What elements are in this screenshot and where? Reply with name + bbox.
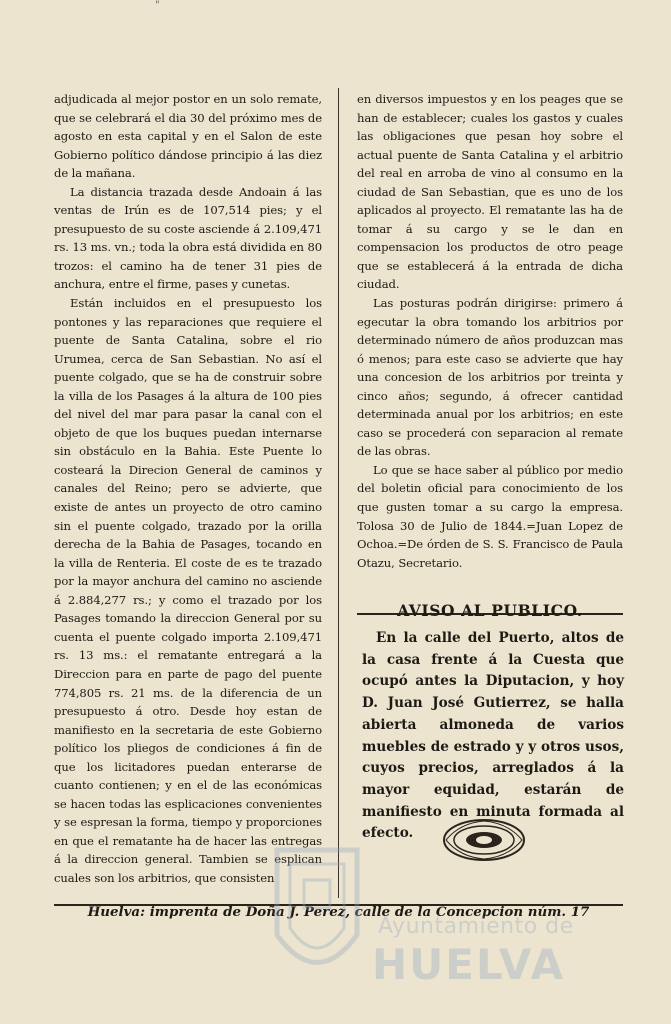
- left-paragraph-2: La distancia trazada desde Andoain á las ventas de Irún es de 107,514 pies; y el presupuesto de su coste asciende á 2.109,471 rs. 13 ms. vn.; toda la obra está dividida en 80 trozos: el camino ha de tener 31 pies de anchura, entre el firme, pases y cunetas.: [54, 184, 322, 292]
- corner-mark: ": [155, 0, 160, 11]
- watermark: [262, 830, 622, 1010]
- right-paragraph-2: Las posturas podrán dirigirse: primero á egecutar la obra tomando los arbitrios por determinado número de años produzcan mas ó menos; para este caso se advierte que hay una concesion de los arbitrios por treinta y cinco años; segundo, á ofrecer cantidad determinada anual por los arbitrios; en este caso se procederá con separacion al remate de las obras.: [357, 296, 623, 459]
- left-column: [54, 90, 322, 888]
- notice-body: [362, 628, 624, 845]
- watermark-crest-icon: [262, 830, 372, 1000]
- notice-title: AVISO AL PUBLICO.: [397, 601, 583, 620]
- watermark-line-1: Ayuntamiento de: [378, 914, 574, 939]
- right-column: [357, 90, 623, 572]
- left-paragraph-1: adjudicada al mejor postor en un solo remate, que se celebrará el dia 30 del próximo mes de agosto en esta capital y en el Salon de este Gobierno político dándose principio á las diez de la mañana.: [54, 92, 322, 181]
- column-divider: [338, 88, 339, 898]
- printer-imprint: Huelva: imprenta de Doña J. Perez, calle de la Concepcion núm. 17: [87, 904, 590, 920]
- left-paragraph-3: Están incluidos en el presupuesto los pontones y las reparaciones que requiere el puente de Santa Catalina, sobre el rio Urumea, cerca de San Sebastian. No así el puente colgado, que se ha de construir sobre la villa de los Pasages á la altura de 100 pies del nivel del mar para pasar la canal con el objeto de que los buques puedan internarse sin obstáculo en la Bahia. Este Puente lo costeará la Direcion General de caminos y canales del Reino; pero se advierte, que existe de antes un proyecto de otro camino sin el puente colgado, trazado por la orilla derecha de la Bahia de Pasages, tocando en la villa de Renteria. El coste de es te trazado por la mayor anchura del camino no asciende á 2.884,277 rs.; y como el trazado por los Pasages tomando la direccion General por su cuenta el puente colgado importa 2.109,471 rs. 13 ms.: el rematante entregará a la Direccion para en parte de pago del puente 774,805 rs. 21 ms. de la diferencia de un presupuesto á otro. Desde hoy estan de manifiesto en la secretaria de este Gobierno político los pliegos de condiciones á fin de que los licitadores puedan enterarse de cuanto contienen; y en el de las económicas se hacen todas las esplicaciones convenientes y se espresan la forma, tiempo y proporciones en que el rematante ha de hacer las entregas á la direccion general. Tambien se esplican cuales son los arbitrios, que consisten: [54, 296, 322, 885]
- right-paragraph-1: en diversos impuestos y en los peages que se han de establecer; cuales los gastos y cuales las obligaciones que pesan hoy sobre el actual puente de Santa Catalina y el arbitrio del real en arroba de vino al consumo en la ciudad de San Sebastian, que es uno de los aplicados al proyecto. El rematante las ha de tomar á su cargo y se le dan en compensacion los productos de otro peage que se establecerá á la entrada de dicha ciudad.: [357, 92, 623, 292]
- watermark-line-2: HUELVA: [372, 940, 566, 989]
- notice-text: En la calle del Puerto, altos de la casa frente á la Cuesta que ocupó antes la Diputacion, y hoy D. Juan José Gutierrez, se halla abierta almoneda de varios muebles de estrado y y otros usos, cuyos precios, arreglados á la mayor equidad, estarán de manifiesto en minuta formada al efecto.: [362, 630, 624, 842]
- right-paragraph-3: Lo que se hace saber al público por medio del boletin oficial para conocimiento de los que gusten tomar a su cargo la empresa. Tolosa 30 de Julio de 1844.=Juan Lopez de Ochoa.=De órden de S. S. Francisco de Paula Otazu, Secretario.: [357, 462, 623, 570]
